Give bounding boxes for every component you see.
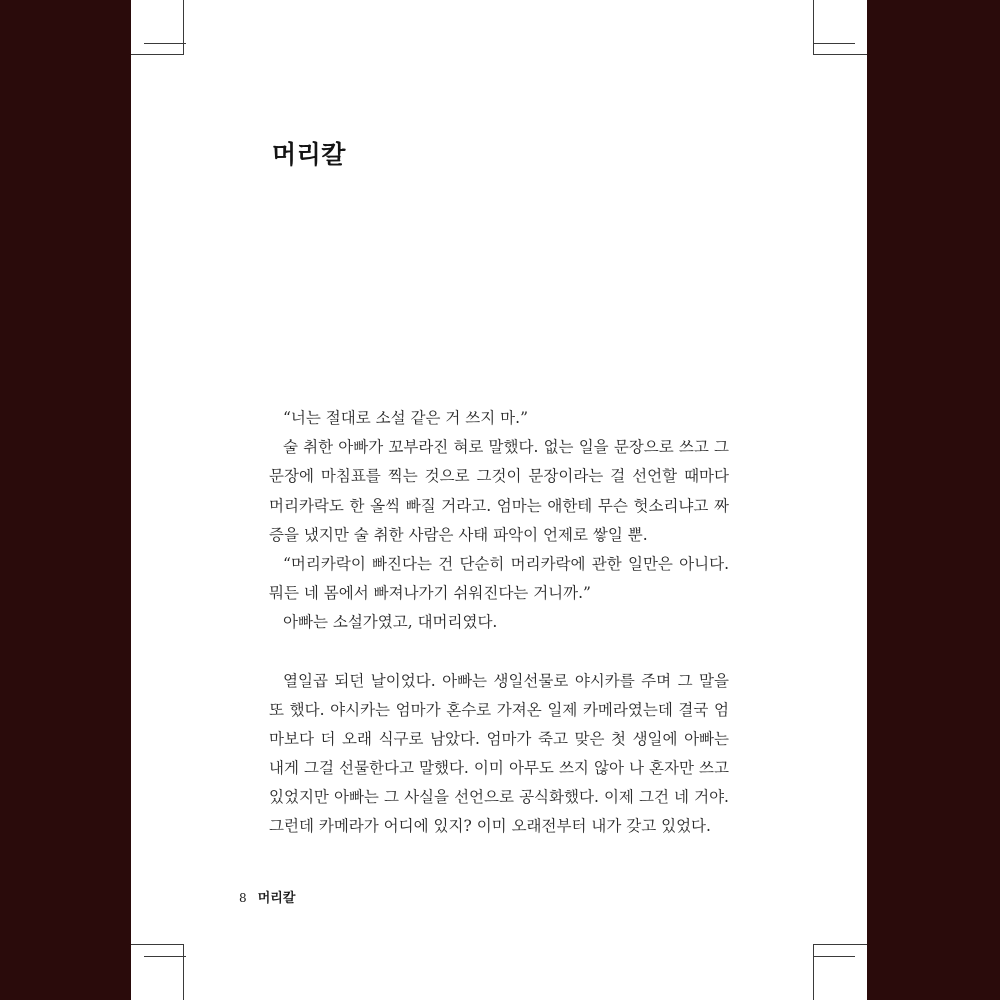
text-line: 열일곱 되던 날이었다. 아빠는 생일선물로 야시카를 주며 그 말을 bbox=[283, 671, 729, 690]
paragraph bbox=[269, 550, 729, 608]
text-line: 술 취한 아빠가 꼬부라진 혀로 말했다. 없는 일을 문장으로 쓰고 그 bbox=[283, 438, 729, 457]
text-line: “머리카락이 빠진다는 건 단순히 머리카락에 관한 일만은 아니다. bbox=[283, 554, 729, 573]
crop-mark-bottom-right-horizontal bbox=[813, 956, 855, 957]
paragraph bbox=[269, 667, 729, 842]
crop-mark-bottom-left-outer bbox=[131, 944, 184, 945]
text-line: 뭐든 네 몸에서 빠져나가기 쉬워진다는 거니까.” bbox=[269, 584, 591, 603]
crop-mark-bottom-left-vertical bbox=[183, 944, 184, 1000]
page-number: 8 bbox=[239, 891, 247, 905]
crop-mark-bottom-right-outer bbox=[813, 944, 867, 945]
book-page bbox=[131, 0, 867, 1000]
text-line: 마보다 더 오래 식구로 남았다. 엄마가 죽고 맞은 첫 생일에 아빠는 bbox=[269, 729, 729, 748]
crop-mark-top-left-vertical bbox=[183, 0, 184, 54]
text-line: 또 했다. 야시카는 엄마가 혼수로 가져온 일제 카메라였는데 결국 엄 bbox=[269, 700, 729, 719]
text-line: 내게 그걸 선물한다고 말했다. 이미 아무도 쓰지 않아 나 혼자만 쓰고 bbox=[269, 759, 729, 778]
crop-mark-top-right-vertical bbox=[813, 0, 814, 54]
text-line: 증을 냈지만 술 취한 사람은 사태 파악이 언제로 쌓일 뿐. bbox=[269, 525, 648, 544]
chapter-title: 머리칼 bbox=[272, 140, 346, 169]
paragraph bbox=[269, 433, 729, 550]
crop-mark-top-left-horizontal bbox=[144, 43, 186, 44]
crop-mark-top-left-outer bbox=[131, 54, 184, 55]
text-line: “너는 절대로 소설 같은 거 쓰지 마.” bbox=[283, 409, 528, 427]
text-line: 머리카락도 한 올씩 빠질 거라고. 엄마는 애한테 무슨 헛소리냐고 짜 bbox=[269, 496, 729, 515]
crop-mark-top-right-outer bbox=[813, 54, 867, 55]
crop-mark-bottom-left-horizontal bbox=[144, 956, 186, 957]
text-line: 아빠는 소설가였고, 대머리였다. bbox=[283, 613, 498, 632]
page-footer bbox=[239, 887, 295, 906]
paragraph bbox=[269, 404, 729, 433]
text-line: 있었지만 아빠는 그 사실을 선언으로 공식화했다. 이제 그건 네 거야. bbox=[269, 788, 729, 807]
text-line: 그런데 카메라가 어디에 있지? 이미 오래전부터 내가 갖고 있었다. bbox=[269, 817, 711, 836]
body-text bbox=[269, 404, 729, 842]
running-head: 머리칼 bbox=[257, 891, 296, 906]
crop-mark-top-right-horizontal bbox=[813, 43, 855, 44]
crop-mark-bottom-right-vertical bbox=[813, 944, 814, 1000]
paragraph bbox=[269, 608, 729, 637]
section-break bbox=[269, 638, 729, 667]
text-line: 문장에 마침표를 찍는 것으로 그것이 문장이라는 걸 선언할 때마다 bbox=[269, 467, 729, 486]
